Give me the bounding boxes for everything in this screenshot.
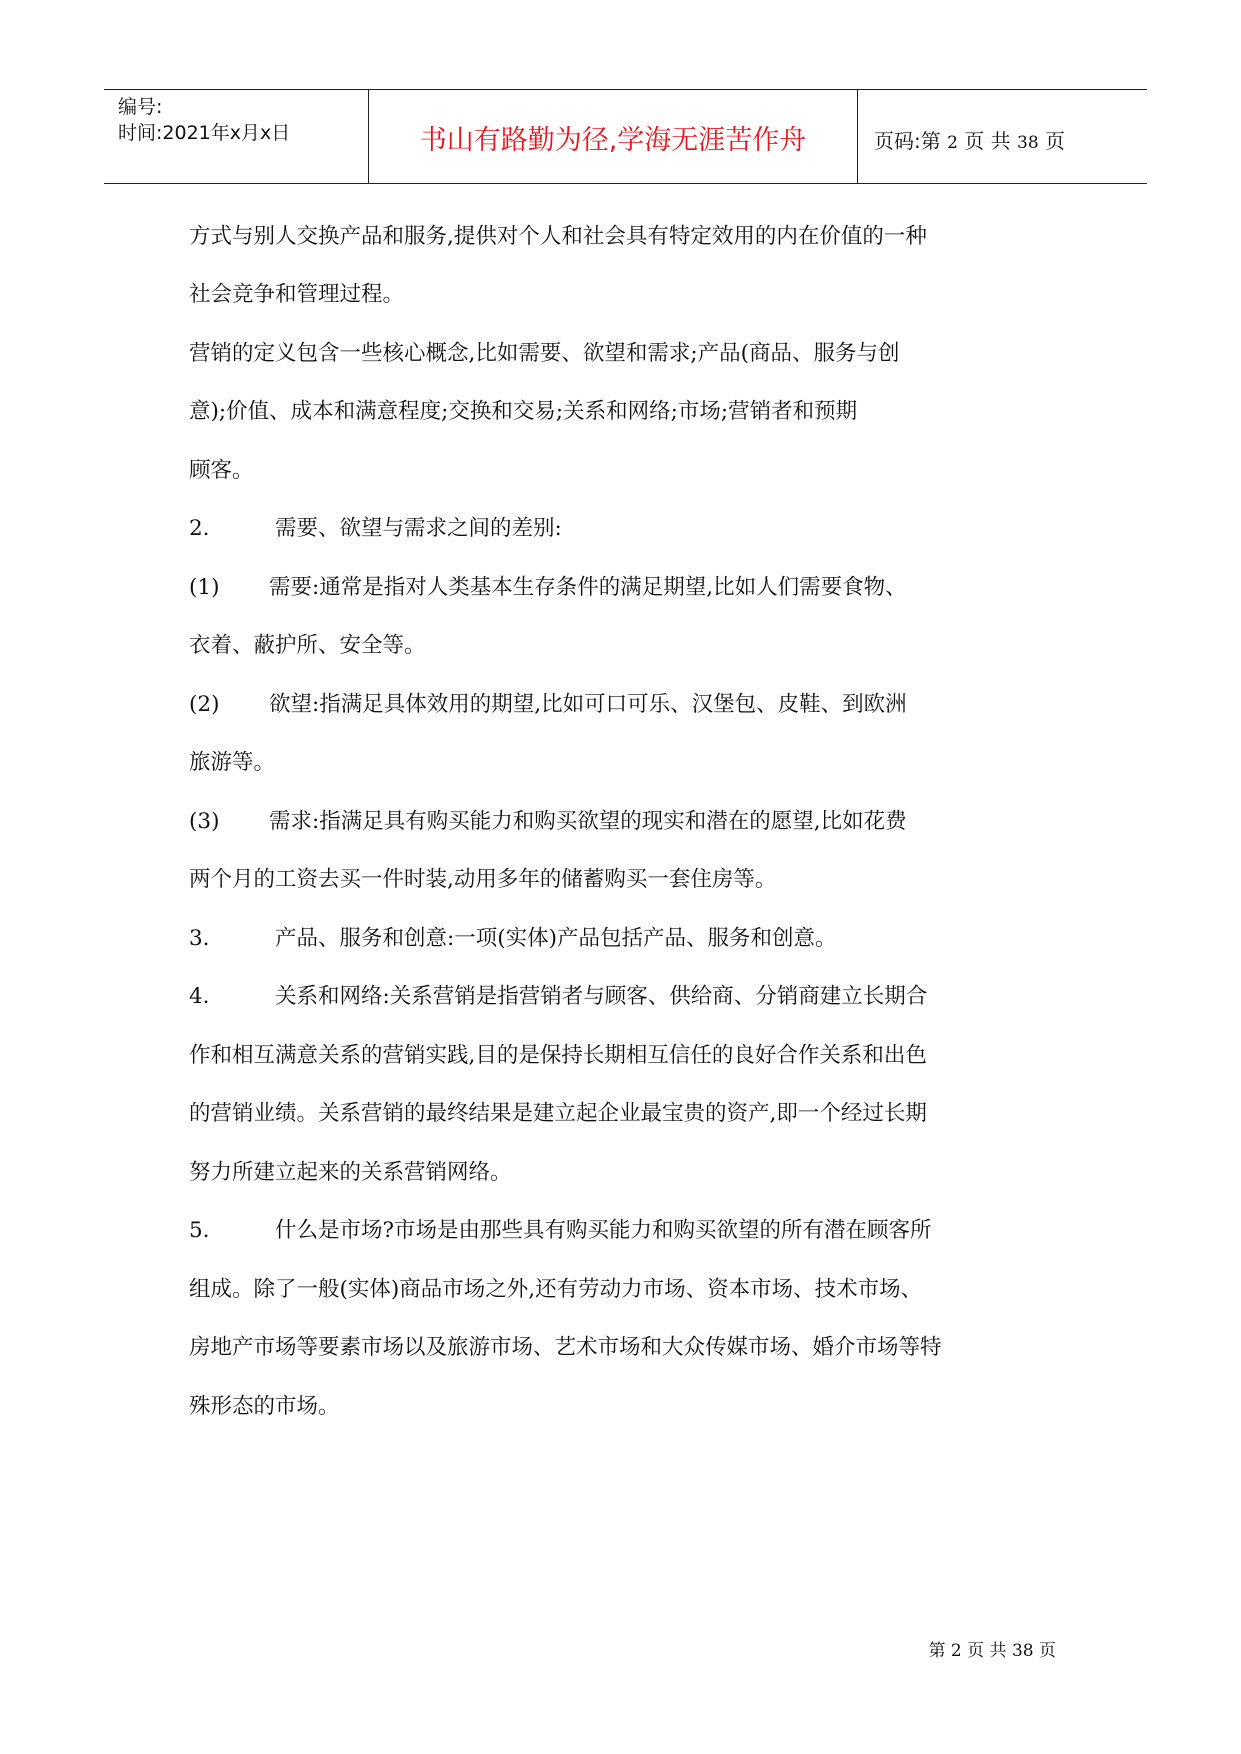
list-marker: 2.: [189, 516, 210, 541]
page-total: 38: [1017, 133, 1039, 153]
list-item-3: [189, 924, 837, 954]
page-middle: 页 共: [964, 129, 1011, 153]
text-line: 两个月的工资去买一件时装,动用多年的储蓄购买一套住房等。: [189, 867, 777, 892]
sub-item-text: 需要:通常是指对人类基本生存条件的满足期望,比如人们需要食物、: [269, 575, 907, 600]
text-line: 努力所建立起来的关系营销网络。: [189, 1160, 512, 1185]
list-item-text: 什么是市场?市场是由那些具有购买能力和购买欲望的所有潜在顾客所: [275, 1218, 932, 1243]
page-prefix: 页码:第: [874, 129, 941, 153]
sub-item-1: [189, 573, 907, 603]
list-item-text: 需要、欲望与需求之间的差别:: [275, 516, 562, 541]
list-marker: 3.: [189, 926, 210, 951]
text-line: 组成。除了一般(实体)商品市场之外,还有劳动力市场、资本市场、技术市场、: [189, 1277, 923, 1302]
sub-item-text: 需求:指满足具有购买能力和购买欲望的现实和潜在的愿望,比如花费: [269, 809, 907, 834]
document-time-label: 时间:2021年x月x日: [118, 122, 291, 144]
sub-item-marker: (1): [189, 575, 220, 600]
header-page-info: [874, 125, 1065, 154]
list-item-text: 关系和网络:关系营销是指营销者与顾客、供给商、分销商建立长期合: [275, 984, 928, 1009]
page-number: 2: [947, 133, 958, 153]
text-line: 意);价值、成本和满意程度;交换和交易;关系和网络;市场;营销者和预期: [189, 399, 858, 424]
list-marker: 5.: [189, 1218, 210, 1243]
header-motto-cell: [369, 90, 858, 183]
list-item-4: [189, 982, 927, 1012]
text-line: 衣着、蔽护所、安全等。: [189, 633, 426, 658]
document-number-label: 编号:: [118, 96, 163, 118]
list-item-5: [189, 1216, 932, 1246]
page-suffix: 页: [1045, 129, 1066, 153]
list-item-2: [189, 514, 562, 544]
header-motto: 书山有路勤为径,学海无涯苦作舟: [419, 125, 807, 156]
text-line: 作和相互满意关系的营销实践,目的是保持长期相互信任的良好合作关系和出色: [189, 1043, 927, 1068]
text-line: 方式与别人交换产品和服务,提供对个人和社会具有特定效用的内在价值的一种: [189, 224, 927, 249]
list-item-text: 产品、服务和创意:一项(实体)产品包括产品、服务和创意。: [275, 926, 837, 951]
text-line: 殊形态的市场。: [189, 1394, 340, 1419]
sub-item-marker: (3): [189, 809, 220, 834]
text-line: 顾客。: [189, 458, 254, 483]
header-meta-cell: [104, 90, 369, 183]
text-line: 旅游等。: [189, 750, 276, 775]
list-marker: 4.: [189, 984, 210, 1009]
sub-item-2: [189, 690, 907, 720]
page-header: [104, 89, 1147, 184]
page-footer: 第 2 页 共 38 页: [928, 1641, 1056, 1661]
text-line: 房地产市场等要素市场以及旅游市场、艺术市场和大众传媒市场、婚介市场等特: [189, 1335, 942, 1360]
sub-item-3: [189, 807, 907, 837]
sub-item-marker: (2): [189, 692, 220, 717]
text-line: 社会竞争和管理过程。: [189, 282, 405, 307]
text-line: 的营销业绩。关系营销的最终结果是建立起企业最宝贵的资产,即一个经过长期: [189, 1101, 927, 1126]
header-page-cell: [858, 90, 1147, 183]
sub-item-text: 欲望:指满足具体效用的期望,比如可口可乐、汉堡包、皮鞋、到欧洲: [269, 692, 907, 717]
text-line: 营销的定义包含一些核心概念,比如需要、欲望和需求;产品(商品、服务与创: [189, 341, 900, 366]
